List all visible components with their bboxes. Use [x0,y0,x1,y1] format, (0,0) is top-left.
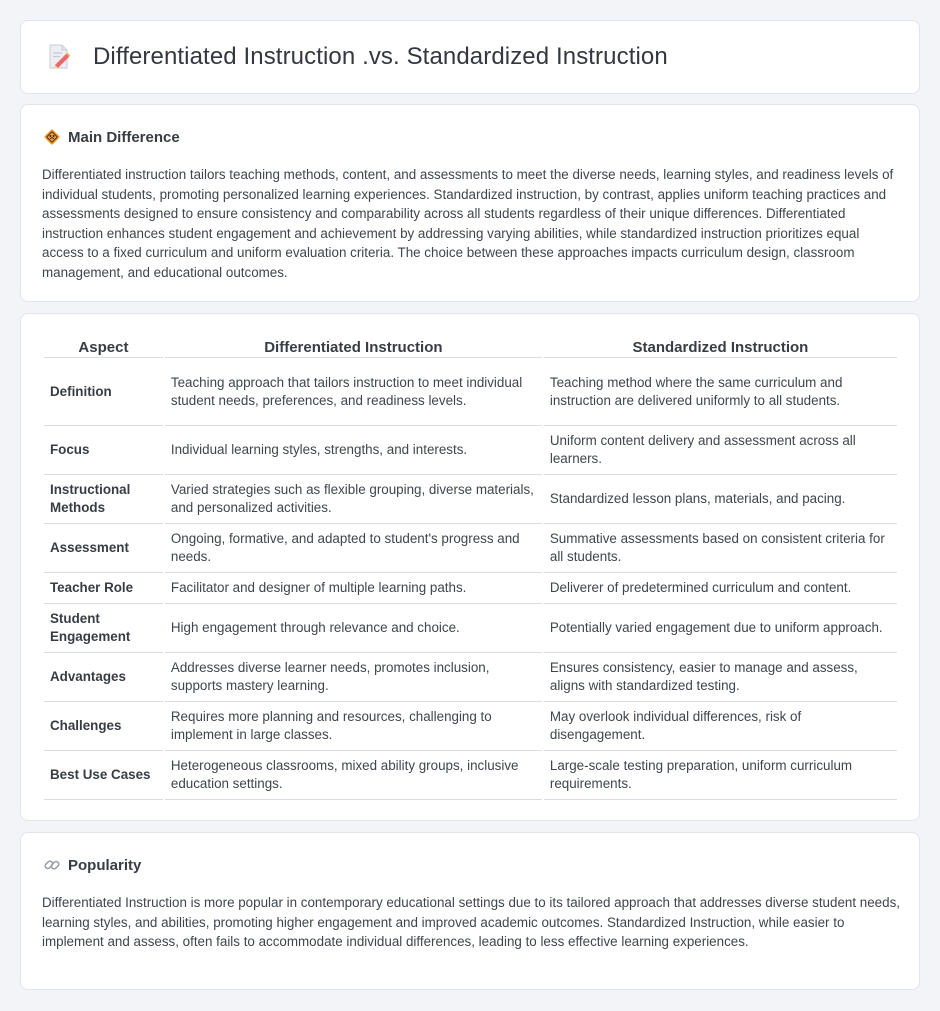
table-row [44,426,897,475]
table-row [44,524,897,573]
page-title: Differentiated Instruction .vs. Standardized Instruction [93,43,668,70]
row-standardized: Potentially varied engagement due to uniform approach. [544,604,897,653]
popularity-section [20,832,920,990]
diamond-sign-icon [43,128,61,146]
table-row [44,358,897,426]
row-aspect: Instructional Methods [44,475,163,524]
title-card [20,20,920,94]
row-standardized: Uniform content delivery and assessment across all learners. [544,426,897,475]
row-aspect: Focus [44,426,163,475]
header-standardized: Standardized Instruction [544,336,897,358]
table-row [44,751,897,800]
row-differentiated: Addresses diverse learner needs, promotes inclusion, supports mastery learning. [165,653,542,702]
comparison-table [42,336,899,800]
row-differentiated: Varied strategies such as flexible grouping, diverse materials, and personalized activities. [165,475,542,524]
row-aspect: Advantages [44,653,163,702]
document-pencil-icon [47,44,71,70]
header-differentiated: Differentiated Instruction [165,336,542,358]
row-aspect: Assessment [44,524,163,573]
comparison-table-card [20,313,920,821]
row-standardized: Teaching method where the same curriculum and instruction are delivered uniformly to all students. [544,358,897,426]
row-differentiated: High engagement through relevance and choice. [165,604,542,653]
row-standardized: Standardized lesson plans, materials, and pacing. [544,475,897,524]
row-aspect: Teacher Role [44,573,163,604]
row-aspect: Challenges [44,702,163,751]
link-icon [43,856,61,874]
main-difference-heading: Main Difference [68,128,180,146]
row-differentiated: Facilitator and designer of multiple learning paths. [165,573,542,604]
row-aspect: Student Engagement [44,604,163,653]
row-aspect: Definition [44,358,163,426]
table-row [44,475,897,524]
popularity-text: Differentiated Instruction is more popular in contemporary educational settings due to its tailored approach that addresses diverse student needs, learning styles, and abilities, promoting higher engagement and improved academic outcomes. Standardized Instruction, while easier to implement and assess, often fails to accommodate individual differences, leading to less effective learning experiences. [42,895,900,950]
main-difference-text: Differentiated instruction tailors teaching methods, content, and assessments to meet the diverse needs, learning styles, and readiness levels of individual students, promoting personalized learning experiences. Standardized instruction, by contrast, applies uniform teaching practices and assessments designed to ensure consistency and comparability across all students regardless of their unique differences. Differentiated instruction enhances student engagement and achievement by addressing varying abilities, while standardized instruction prioritizes equal access to a fixed curriculum and uniform evaluation criteria. The choice between these approaches impacts curriculum design, classroom management, and educational outcomes. [42,167,894,280]
row-aspect: Best Use Cases [44,751,163,800]
main-difference-section [20,104,920,302]
row-differentiated: Teaching approach that tailors instruction to meet individual student needs, preferences, and readiness levels. [165,358,542,426]
popularity-heading: Popularity [68,856,142,874]
row-differentiated: Individual learning styles, strengths, and interests. [165,426,542,475]
row-standardized: Deliverer of predetermined curriculum and content. [544,573,897,604]
row-differentiated: Ongoing, formative, and adapted to student's progress and needs. [165,524,542,573]
row-standardized: Ensures consistency, easier to manage and assess, aligns with standardized testing. [544,653,897,702]
row-standardized: May overlook individual differences, risk of disengagement. [544,702,897,751]
table-header-row [44,336,897,358]
row-standardized: Large-scale testing preparation, uniform curriculum requirements. [544,751,897,800]
table-row [44,573,897,604]
header-aspect: Aspect [44,336,163,358]
table-row [44,604,897,653]
row-differentiated: Heterogeneous classrooms, mixed ability groups, inclusive education settings. [165,751,542,800]
table-row [44,702,897,751]
table-row [44,653,897,702]
row-standardized: Summative assessments based on consistent criteria for all students. [544,524,897,573]
row-differentiated: Requires more planning and resources, challenging to implement in large classes. [165,702,542,751]
